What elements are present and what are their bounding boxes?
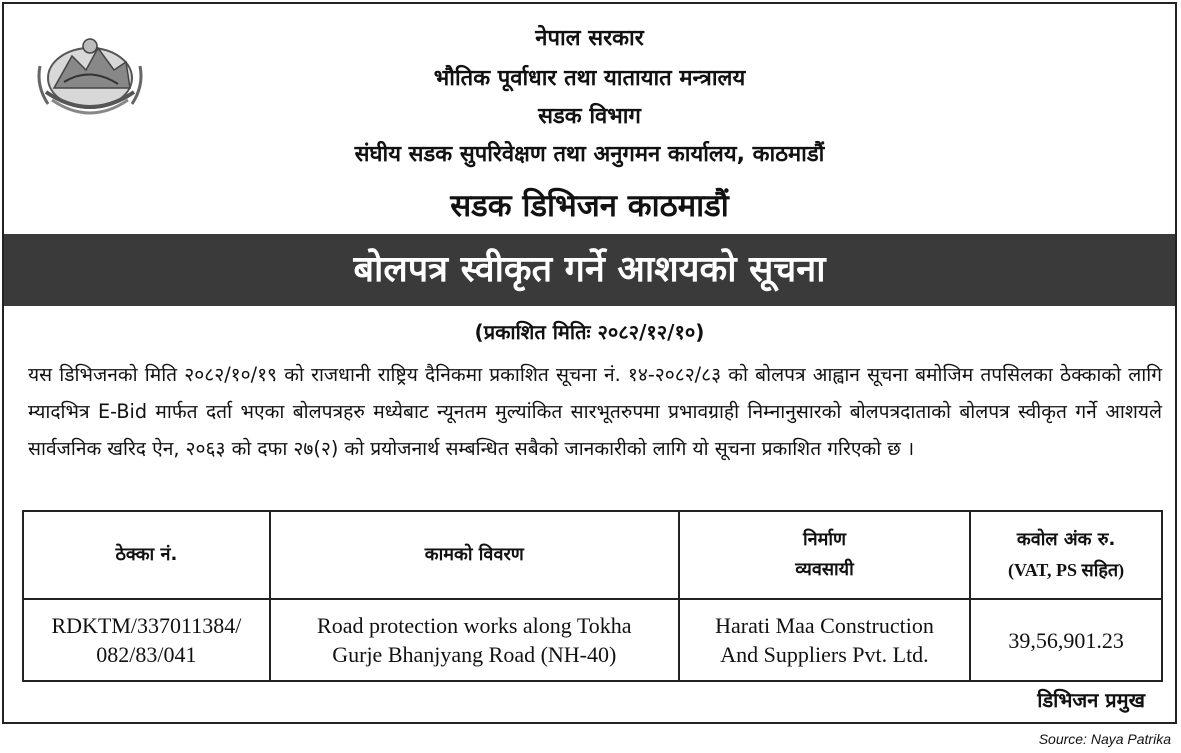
cell-contractor — [679, 599, 970, 681]
header-contractor-line2: व्यवसायी — [795, 559, 854, 580]
division-name: सडक डिभिजन काठमाडौं — [450, 188, 729, 224]
notice-title: बोलपत्र स्वीकृत गर्ने आशयको सूचना — [4, 234, 1175, 306]
notice-frame — [2, 2, 1177, 724]
header-work-description: कामको विवरण — [270, 511, 679, 599]
header-contract-no: ठेक्का नं. — [23, 511, 270, 599]
header-bid-amount — [970, 511, 1162, 599]
ministry-name: भौतिक पूर्वाधार तथा यातायात मन्त्रालय — [433, 66, 746, 91]
header-contractor-line1: निर्माण — [802, 529, 847, 550]
division-chief-signoff: डिभिजन प्रमुख — [1037, 688, 1145, 712]
cell-bid-amount: 39,56,901.23 — [970, 599, 1162, 681]
department-name: सडक विभाग — [538, 104, 641, 129]
office-name: संघीय सडक सुपरिवेक्षण तथा अनुगमन कार्यालय, काठमाडौं — [354, 142, 825, 167]
description-line2: Gurje Bhanjyang Road (NH-40) — [332, 642, 617, 667]
header-bid-amount-line2: (VAT, PS सहित) — [1008, 560, 1125, 580]
cell-work-description — [270, 599, 679, 681]
header-bid-amount-line1: कवोल अंक रु. — [1016, 529, 1116, 550]
contract-no-line2: 082/83/041 — [96, 642, 197, 667]
table-header-row — [23, 511, 1162, 599]
contractor-line1: Harati Maa Construction — [715, 613, 934, 638]
published-date: (प्रकाशित मितिः २०८२/१२/१०) — [474, 320, 705, 344]
source-credit: Source: Naya Patrika — [1038, 731, 1171, 747]
notice-body: यस डिभिजनको मिति २०८२/१०/१९ को राजधानी राष्ट्रिय दैनिकमा प्रकाशित सूचना नं. १४-२०८२/८३ को बोलपत्र आह्वान सूचना बमोजिम तपसिलका ठेक्काको लागि म्यादभित्र E-Bid मार्फत दर्ता भएका बोलपत्रहरु मध्येबाट न्यूनतम मुल्यांकित सारभूतरुपमा प्रभावग्राही निम्नानुसारको बोलपत्रदाताको बोलपत्र स्वीकृत गर्ने आशयले सार्वजनिक खरिद ऐन, २०६३ को दफा २७(२) को प्रयोजनार्थ सम्बन्धित सबैको जानकारीको लागि यो सूचना प्रकाशित गरिएको छ । — [28, 363, 1162, 460]
cell-contract-no — [23, 599, 270, 681]
government-name: नेपाल सरकार — [535, 26, 644, 51]
header-contractor — [679, 511, 970, 599]
award-table — [22, 510, 1163, 682]
contract-no-line1: RDKTM/337011384/ — [51, 613, 242, 638]
description-line1: Road protection works along Tokha — [317, 613, 632, 638]
contractor-line2: And Suppliers Pvt. Ltd. — [720, 642, 929, 667]
table-row — [23, 599, 1162, 681]
